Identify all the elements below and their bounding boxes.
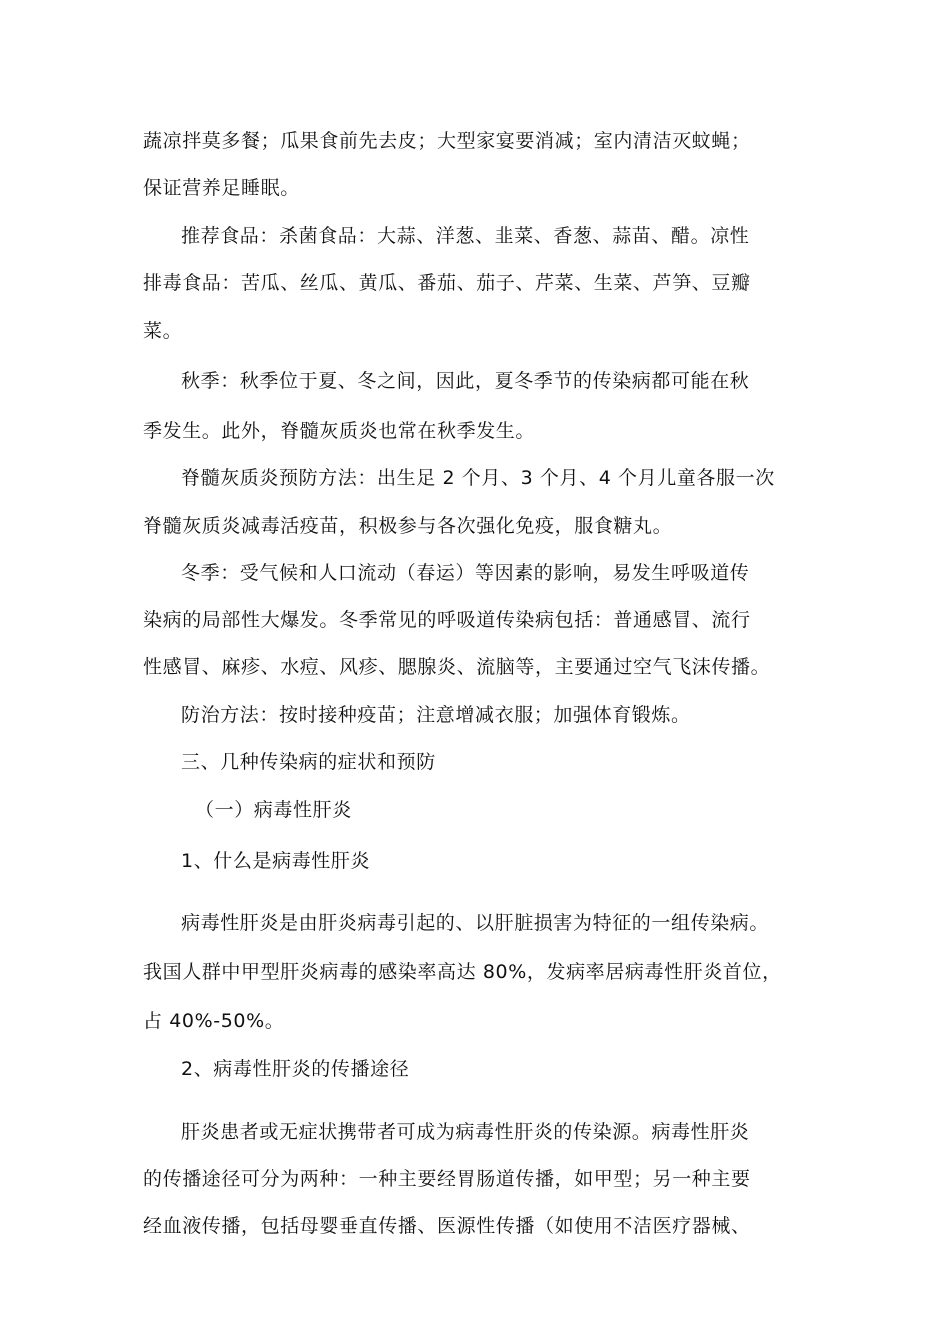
paragraph-line: 病毒性肝炎是由肝炎病毒引起的、以肝脏损害为特征的一组传染病。 <box>181 912 770 934</box>
paragraph-line: 冬季：受气候和人口流动（春运）等因素的影响，易发生呼吸道传 <box>181 562 750 584</box>
body-line: 我国人群中甲型肝炎病毒的感染率高达 80%，发病率居病毒性肝炎首位， <box>143 961 782 983</box>
paragraph-line: 推荐食品：杀菌食品：大蒜、洋葱、韭菜、香葱、蒜苗、醋。凉性 <box>181 225 750 247</box>
paragraph-line: 肝炎患者或无症状携带者可成为病毒性肝炎的传染源。病毒性肝炎 <box>181 1121 750 1143</box>
body-line: 性感冒、麻疹、水痘、风疹、腮腺炎、流脑等，主要通过空气飞沫传播。 <box>143 656 771 678</box>
body-line: 季发生。此外，脊髓灰质炎也常在秋季发生。 <box>143 420 536 442</box>
body-line: 染病的局部性大爆发。冬季常见的呼吸道传染病包括：普通感冒、流行 <box>143 609 751 631</box>
subsection-heading: （一）病毒性肝炎 <box>195 799 352 821</box>
numbered-heading: 1、什么是病毒性肝炎 <box>181 850 371 872</box>
body-line: 排毒食品：苦瓜、丝瓜、黄瓜、番茄、茄子、芹菜、生菜、芦笋、豆瓣 <box>143 272 751 294</box>
body-line: 蔬凉拌莫多餐；瓜果食前先去皮；大型家宴要消减；室内清洁灭蚊蝇； <box>143 130 751 152</box>
body-line: 的传播途径可分为两种：一种主要经胃肠道传播，如甲型；另一种主要 <box>143 1168 751 1190</box>
body-line: 保证营养足睡眠。 <box>143 177 300 199</box>
body-line: 菜。 <box>143 320 183 342</box>
body-line: 经血液传播，包括母婴垂直传播、医源性传播（如使用不洁医疗器械、 <box>143 1215 751 1237</box>
paragraph-line: 脊髓灰质炎预防方法：出生足 2 个月、3 个月、4 个月儿童各服一次 <box>181 467 775 489</box>
body-line: 占 40%-50%。 <box>143 1010 285 1032</box>
body-line: 脊髓灰质炎减毒活疫苗，积极参与各次强化免疫，服食糖丸。 <box>143 515 673 537</box>
section-heading: 三、几种传染病的症状和预防 <box>181 751 436 773</box>
paragraph-line: 防治方法：按时接种疫苗；注意增减衣服；加强体育锻炼。 <box>181 704 691 726</box>
numbered-heading: 2、病毒性肝炎的传播途径 <box>181 1058 410 1080</box>
paragraph-line: 秋季：秋季位于夏、冬之间，因此，夏冬季节的传染病都可能在秋 <box>181 370 750 392</box>
